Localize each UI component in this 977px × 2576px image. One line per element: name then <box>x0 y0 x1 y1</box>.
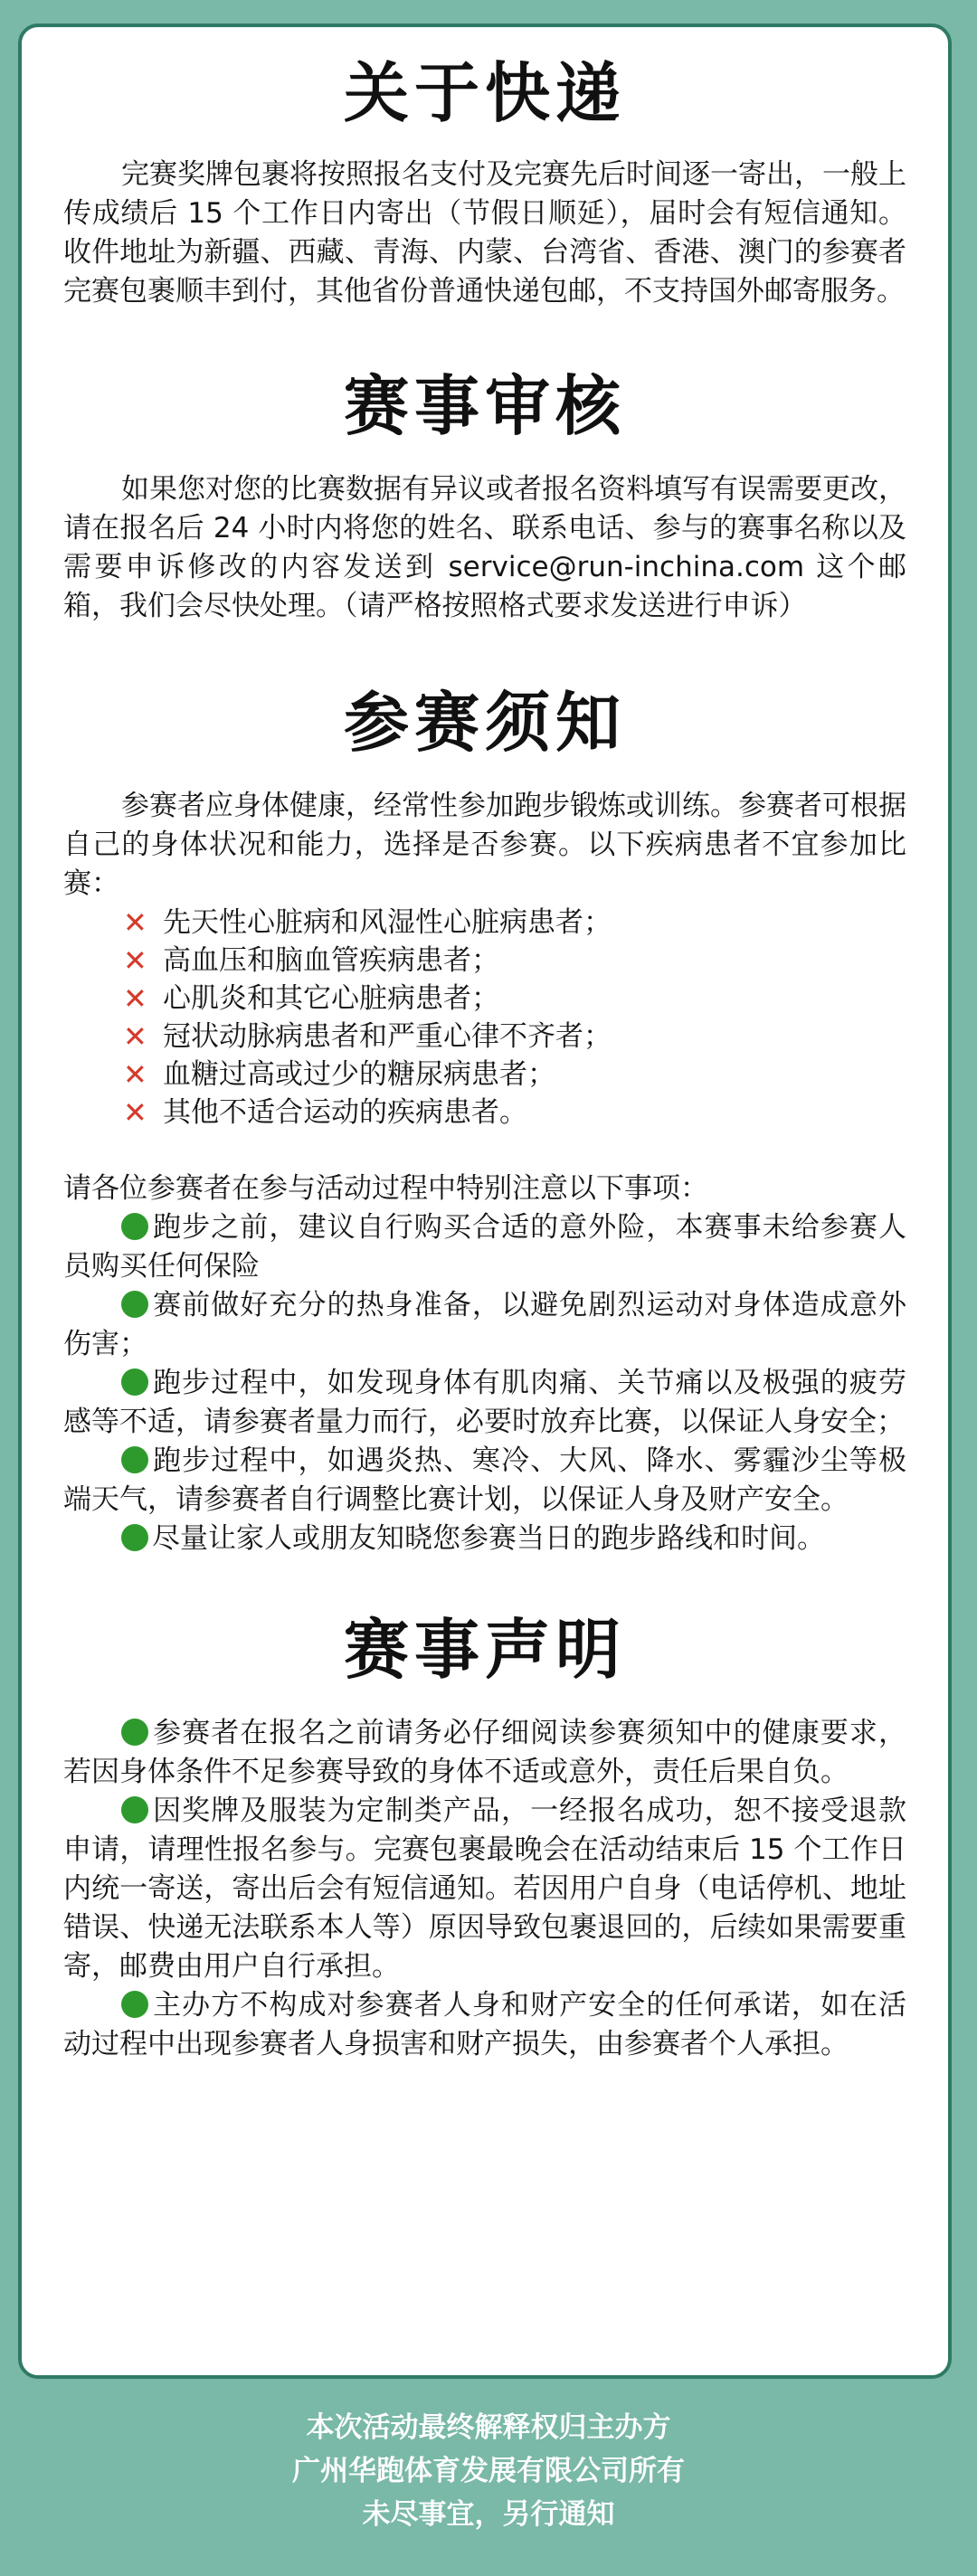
attention-intro: 请各位参赛者在参与活动过程中特别注意以下事项： <box>63 1172 708 1205</box>
list-item: ✕ 其他不适合运动的疾病患者。 <box>123 1095 527 1130</box>
attention-item: 跑步之前，建议自行购买合适的意外险，本赛事未给参赛人员购买任何保险 <box>63 1211 906 1283</box>
list-item: ✕ 先天性心脏病和风湿性心脏病患者； <box>123 905 612 940</box>
bullet-dot-icon <box>121 1446 148 1473</box>
bullet-dot-icon <box>121 1524 148 1551</box>
notice-title: 参赛须知 <box>343 685 626 761</box>
statement-item: 主办方不构成对参赛者人身和财产安全的任何承诺，如在活动过程中出现参赛者人身损害和财产损失，由参赛者个人承担。 <box>63 1989 906 2060</box>
x-mark-icon: ✕ <box>123 943 147 978</box>
x-mark-icon: ✕ <box>123 981 147 1016</box>
bullet-dot-icon <box>121 1719 148 1746</box>
attention-item: 赛前做好充分的热身准备，以避免剧烈运动对身体造成意外伤害； <box>63 1289 906 1360</box>
bullet-dot-icon <box>121 1368 148 1396</box>
statement-item: 参赛者在报名之前请务必仔细阅读参赛须知中的健康要求，若因身体条件不足参赛导致的身体不适或意外，责任后果自负。 <box>63 1717 906 1788</box>
bullet-dot-icon <box>121 1991 148 2018</box>
attention-item: 跑步过程中，如遇炎热、寒冷、大风、降水、雾霾沙尘等极端天气，请参赛者自行调整比赛计划，以保证人身及财产安全。 <box>63 1444 906 1516</box>
list-item: ✕ 血糖过高或过少的糖尿病患者； <box>123 1057 555 1092</box>
attention-item: 尽量让家人或朋友知晓您参赛当日的跑步路线和时间。 <box>63 1520 906 1558</box>
bullet-dot-icon <box>121 1291 148 1318</box>
bullet-dot-icon <box>121 1213 148 1240</box>
x-mark-icon: ✕ <box>123 1095 147 1130</box>
statement-title: 赛事声明 <box>343 1612 626 1688</box>
list-item: ✕ 心肌炎和其它心脏病患者； <box>123 981 499 1016</box>
statement-item: 因奖牌及服装为定制类产品，一经报名成功，恕不接受退款申请，请理性报名参与。完赛包裹最晚会在活动结束后 15 个工作日内统一寄送，寄出后会有短信通知。若因用户自身（电话停机、地址错误、快递无法联系本人等）原因导致包裹退回的，后续如果需要重寄，邮费由用户自行承担。 <box>63 1795 906 1983</box>
list-item: ✕ 高血压和脑血管疾病患者； <box>123 943 499 978</box>
x-mark-icon: ✕ <box>123 1019 147 1054</box>
x-mark-icon: ✕ <box>123 1057 147 1092</box>
x-mark-icon: ✕ <box>123 905 147 940</box>
footer-line: 本次活动最终解释权归主办方 <box>306 2411 671 2444</box>
bullet-dot-icon <box>121 1796 148 1823</box>
footer-line: 未尽事宜，另行通知 <box>362 2498 615 2531</box>
attention-item: 跑步过程中，如发现身体有肌肉痛、关节痛以及极强的疲劳感等不适，请参赛者量力而行，必要时放弃比赛，以保证人身安全； <box>63 1367 906 1438</box>
notice-intro: 参赛者应身体健康，经常性参加跑步锻炼或训练。参赛者可根据自己的身体状况和能力，选择是否参赛。以下疾病患者不宜参加比赛： <box>63 790 906 900</box>
disease-list <box>63 904 906 1132</box>
list-item: ✕ 冠状动脉病患者和严重心律不齐者； <box>123 1019 612 1054</box>
review-title: 赛事审核 <box>343 368 626 444</box>
content-card <box>18 24 952 2379</box>
delivery-title: 关于快递 <box>343 55 626 131</box>
footer <box>0 2406 977 2536</box>
review-body: 如果您对您的比赛数据有异议或者报名资料填写有误需要更改，请在报名后 24 小时内将您的姓名、联系电话、参与的赛事名称以及需要申诉修改的内容发送到 service@run-inchina.com 这个邮箱，我们会尽快处理。（请严格按照格式要求发送进行申诉） <box>63 473 906 622</box>
delivery-body: 完赛奖牌包裹将按照报名支付及完赛先后时间逐一寄出，一般上传成绩后 15 个工作日内寄出（节假日顺延），届时会有短信通知。收件地址为新疆、西藏、青海、内蒙、台湾省、香港、澳门的参赛者完赛包裹顺丰到付，其他省份普通快递包邮，不支持国外邮寄服务。 <box>63 158 906 308</box>
footer-line: 广州华跑体育发展有限公司所有 <box>292 2455 685 2487</box>
